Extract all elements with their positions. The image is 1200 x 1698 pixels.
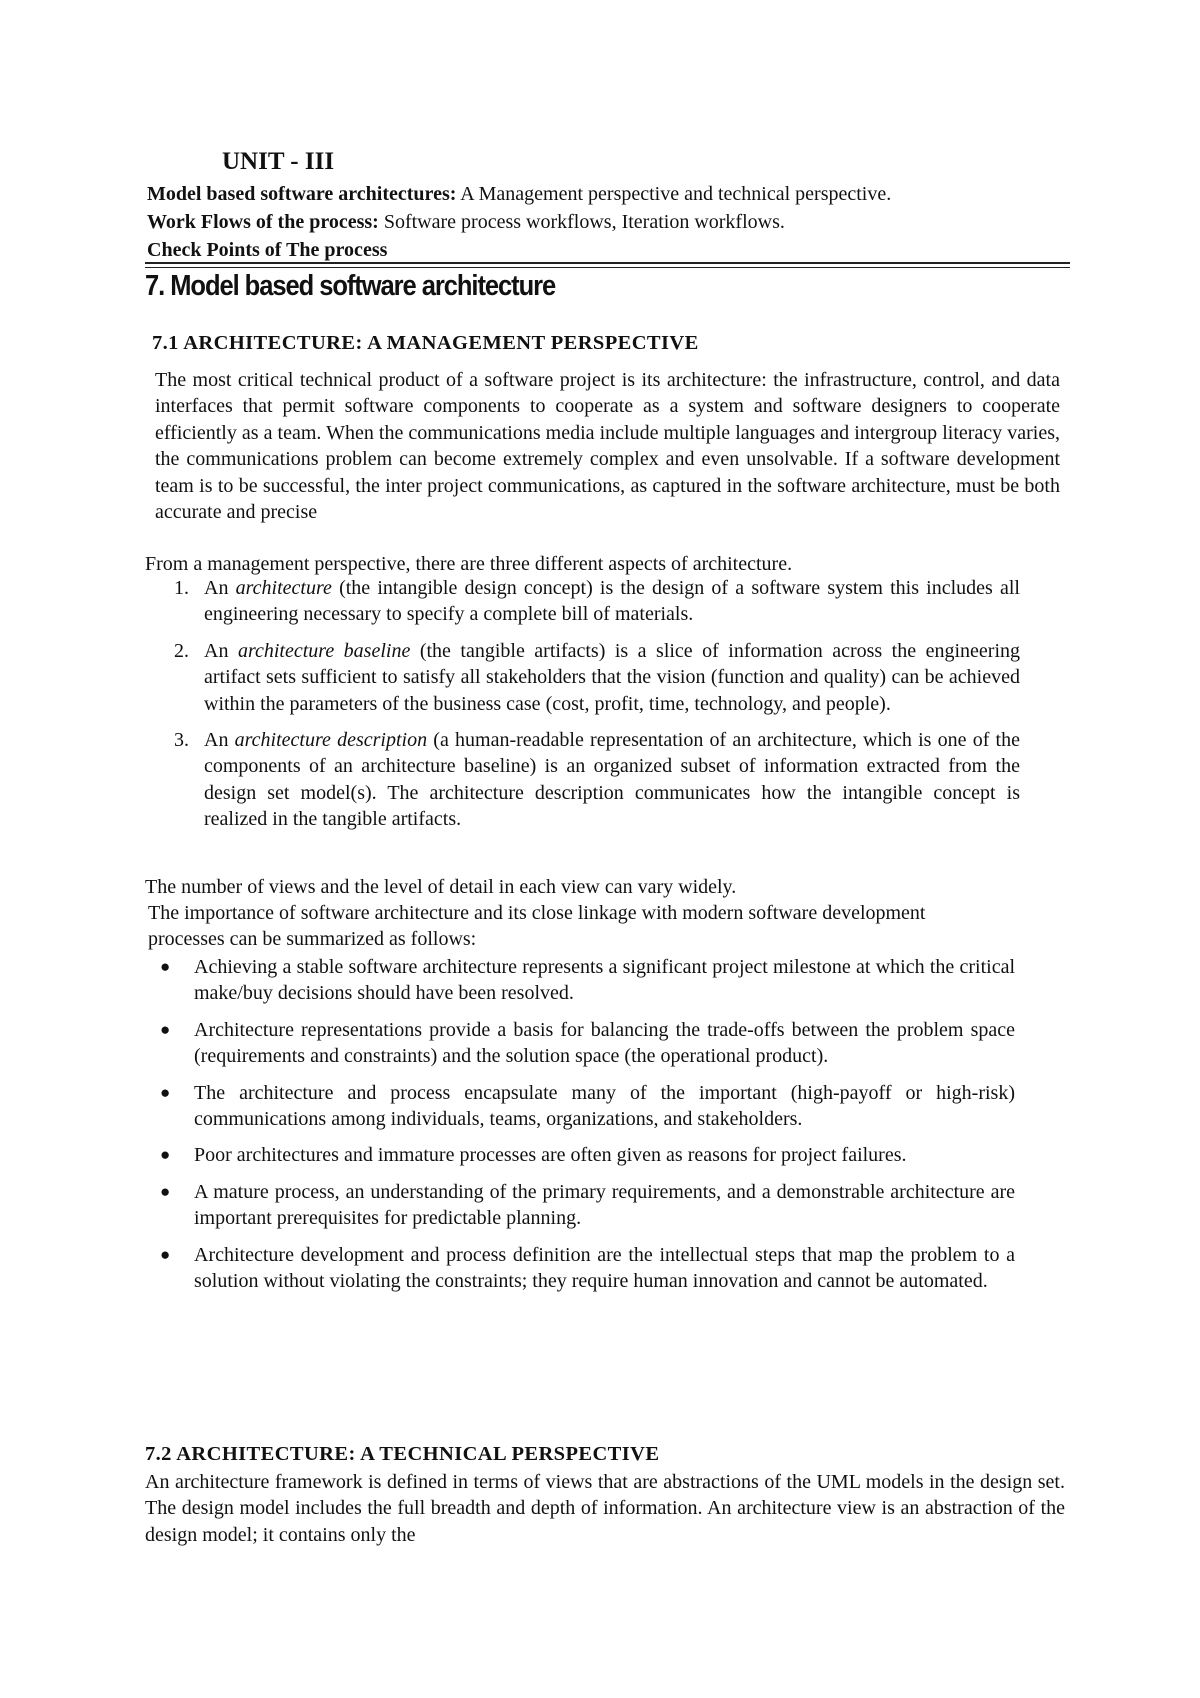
aspect-text: (a human-readable representation of an architecture, which is one of the components of an architecture baseline) is an organized subset of information extracted from the design set model(s). The architecture description communicates how the intangible concept is realized in the tangible artifacts. (204, 729, 1020, 831)
list-item (160, 1080, 1015, 1133)
unit-title: UNIT - III (222, 148, 335, 175)
list-item (140, 638, 1020, 717)
aspect-prefix: An (204, 639, 238, 662)
aspects-lead: From a management perspective, there are three different aspects of architecture. (145, 553, 793, 575)
bullet-icon: ● (160, 1082, 171, 1102)
bullet-text: A mature process, an understanding of the primary requirements, and a demonstrable architecture are important prerequisites for predictable planning. (194, 1180, 1015, 1230)
bullet-text: Architecture development and process definition are the intellectual steps that map the problem to a solution without violating the constraints; they require human innovation and cannot be automated. (194, 1243, 1015, 1293)
syllabus-line (147, 236, 1067, 264)
aspect-text: (the tangible artifacts) is a slice of information across the engineering artifact sets sufficient to satisfy all stakeholders that the vision (function and quality) can be achieved within the parameters of the business case (cost, profit, time, technology, and people). (204, 639, 1020, 715)
bullet-text: The architecture and process encapsulate many of the important (high-payoff or high-risk) communications among individuals, teams, organizations, and stakeholders. (194, 1081, 1015, 1131)
aspect-term: architecture description (234, 729, 428, 752)
section-heading-7-2: 7.2 ARCHITECTURE: A TECHNICAL PERSPECTIVE (145, 1443, 660, 1465)
section-heading-7-1: 7.1 ARCHITECTURE: A MANAGEMENT PERSPECTIVE (152, 332, 699, 354)
list-number: 1. (174, 577, 189, 599)
section-7-1-intro: The most critical technical product of a software project is its architecture: the infrastructure, control, and data interfaces that permit software components to cooperate as a system and software designers to cooperate efficiently as a team. When the communications media include multiple languages and intergroup literacy varies, the communications problem can become extremely complex and even unsolvable. If a software development team is to be successful, the inter project communications, as captured in the software architecture, must be both accurate and precise (155, 369, 1060, 524)
bullet-text: Achieving a stable software architecture represents a significant project milestone at which the critical make/buy decisions should have been resolved. (194, 956, 1015, 1005)
list-number: 2. (174, 639, 189, 662)
aspect-prefix: An (204, 729, 235, 752)
section-7-2-intro: An architecture framework is defined in terms of views that are abstractions of the UML models in the design set. The design model includes the full breadth and depth of information. An architecture view is an abstraction of the design model; it contains only the (145, 1471, 1065, 1546)
list-item (160, 1142, 1015, 1168)
syllabus-label: Check Points of The process (147, 239, 388, 261)
header-divider (145, 262, 1070, 264)
syllabus-label: Work Flows of the process: (147, 211, 379, 233)
list-item (160, 954, 1015, 1007)
chapter-title: 7. Model based software architecture (145, 270, 556, 302)
list-item (140, 727, 1020, 833)
bullet-text: Architecture representations provide a basis for balancing the trade-offs between the problem space (requirements and constraints) and the solution space (the operational product). (194, 1018, 1015, 1068)
syllabus-line (147, 180, 1067, 208)
architecture-aspects-list (140, 575, 1020, 843)
aspect-prefix: An (204, 577, 236, 599)
bullet-icon: ● (160, 1145, 171, 1165)
importance-list (160, 954, 1015, 1304)
syllabus-label: Model based software architectures: (147, 183, 457, 205)
aspect-term: architecture (235, 577, 332, 599)
list-item (160, 1179, 1015, 1232)
syllabus-line (147, 208, 1067, 236)
syllabus-text: A Management perspective and technical perspective. (456, 183, 892, 205)
bullet-icon: ● (160, 957, 171, 976)
unit-syllabus (147, 180, 1067, 264)
bullet-icon: ● (160, 1181, 171, 1201)
bullet-icon: ● (160, 1019, 171, 1039)
aspect-text: (the intangible design concept) is the design of a software system this includes all engineering necessary to specify a complete bill of materials. (204, 577, 1020, 626)
list-number: 3. (174, 729, 189, 752)
list-item (160, 1242, 1015, 1295)
header-divider-thin (145, 267, 1070, 268)
list-item (160, 1017, 1015, 1070)
list-item (140, 575, 1020, 628)
syllabus-text: Software process workflows, Iteration workflows. (378, 211, 785, 233)
bullet-text: Poor architectures and immature processes are often given as reasons for project failures. (194, 1144, 907, 1167)
views-note: The number of views and the level of detail in each view can vary widely. (145, 876, 737, 898)
aspect-term: architecture baseline (237, 639, 411, 662)
bullet-icon: ● (160, 1244, 171, 1264)
importance-lead: The importance of software architecture and its close linkage with modern software development processes can be summarized as follows: (148, 902, 926, 951)
